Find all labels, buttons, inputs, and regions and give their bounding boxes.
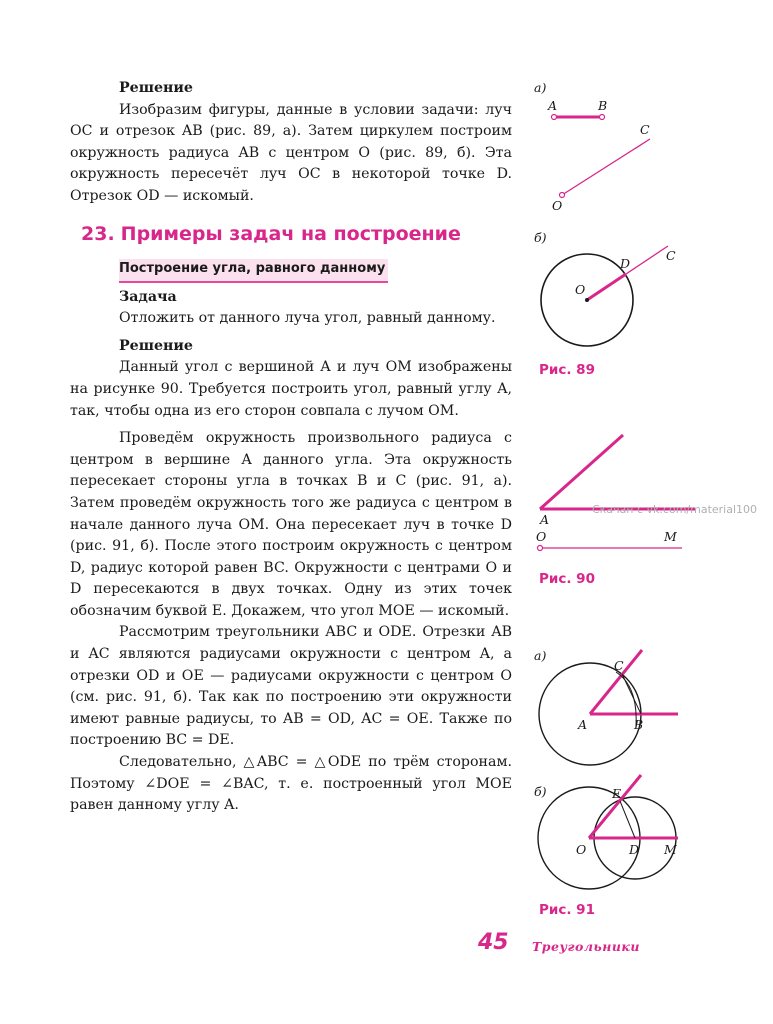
section-title: Примеры задач на построение [120, 222, 461, 245]
task-heading: Задача [119, 288, 177, 305]
ray-oc [562, 139, 650, 195]
fig91-point-c: C [614, 658, 624, 673]
segment-od [587, 274, 626, 300]
figure-91 [520, 648, 700, 898]
paragraph-1: Данный угол с вершиной A и луч OM изображены на рисунке 90. Требуется построить угол, равный углу A, так, чтобы одна из его сторон совпала с лучом OM. [70, 359, 512, 419]
paragraph-2: Проведём окружность произвольного радиуса с центром в вершине A данного угла. Эта окружность пересекает стороны угла в точках B и C (рис. 91, а). Затем проведём окружность того же радиуса с центром в начале данного луча OM. Она пересекает луч в точке D (рис. 91, б). После этого построим окружность с центром D, радиус которой равен BC. Окружности с центрами O и D пересекаются в двух точках. Одну из этих точек обозначим буквой E. Докажем, что угол MOE — искомый. [70, 430, 512, 619]
running-title: Треугольники [532, 939, 640, 954]
fig91-label-a: а) [534, 648, 547, 663]
watermark: Скачан с vk.com/material100 [592, 503, 758, 516]
fig91-point-b: B [634, 717, 644, 732]
segment-de [620, 801, 635, 838]
fig89-point-b: B [598, 98, 608, 113]
fig90-point-m: M [664, 529, 677, 544]
figure-90 [520, 428, 700, 568]
fig89-caption: Рис. 89 [539, 362, 595, 378]
angle-side-upper [540, 435, 623, 509]
fig89-point-c2: C [666, 248, 676, 263]
ray-oe [589, 775, 641, 838]
fig90-point-a: A [540, 512, 550, 527]
section-heading [81, 221, 512, 247]
fig89-point-o: O [552, 198, 563, 213]
ray-oc-2 [626, 246, 668, 274]
fig89-point-d: D [620, 256, 631, 271]
fig91-point-m: M [664, 842, 677, 857]
fig89-point-c: C [640, 122, 650, 137]
fig89-label-a: а) [534, 80, 547, 95]
fig91-label-b: б) [534, 784, 547, 799]
page-number: 45 [478, 930, 509, 955]
fig90-point-o: O [536, 529, 547, 544]
fig91-point-a: A [578, 717, 588, 732]
fig89-label-b: б) [534, 230, 547, 245]
figure-89 [520, 80, 700, 380]
paragraph-3: Рассмотрим треугольники ABC и ODE. Отрезки AB и AC являются радиусами окружности с центром A, а отрезки OD и OE — радиусами окружности с центром O (см. рис. 91, б). Так как по построению эти окружности имеют равные радиусы, то AB = OD, AC = OE. Также по построению BC = DE. [70, 624, 512, 749]
solution-heading: Решение [119, 80, 193, 96]
fig91-point-o: O [576, 842, 587, 857]
fig91-caption: Рис. 91 [539, 902, 595, 918]
fig91-point-d: D [629, 842, 640, 857]
fig90-caption: Рис. 90 [539, 571, 595, 587]
paragraph-4: Следовательно, △ABC = △ODE по трём сторонам. Поэтому ∠DOE = ∠BAC, т. е. построенный угол MOE равен данному углу A. [70, 754, 512, 814]
task-paragraph: Отложить от данного луча угол, равный данному. [119, 310, 496, 327]
section-number: 23. [81, 222, 115, 245]
fig89-point-o2: O [575, 282, 586, 297]
solution-paragraph: Изобразим фигуры, данные в условии задачи: луч OC и отрезок AB (рис. 89, а). Затем циркулем построим окружность радиуса AB с центром O (рис. 89, б). Эта окружность пересечёт луч OC в некоторой точке D. Отрезок OD — искомый. [70, 101, 512, 204]
solution-heading-2: Решение [119, 337, 193, 354]
main-text-column [70, 78, 512, 817]
subsection-heading: Построение угла, равного данному [119, 259, 388, 283]
fig89-point-a: A [548, 98, 558, 113]
fig91-point-e: E [612, 786, 622, 801]
